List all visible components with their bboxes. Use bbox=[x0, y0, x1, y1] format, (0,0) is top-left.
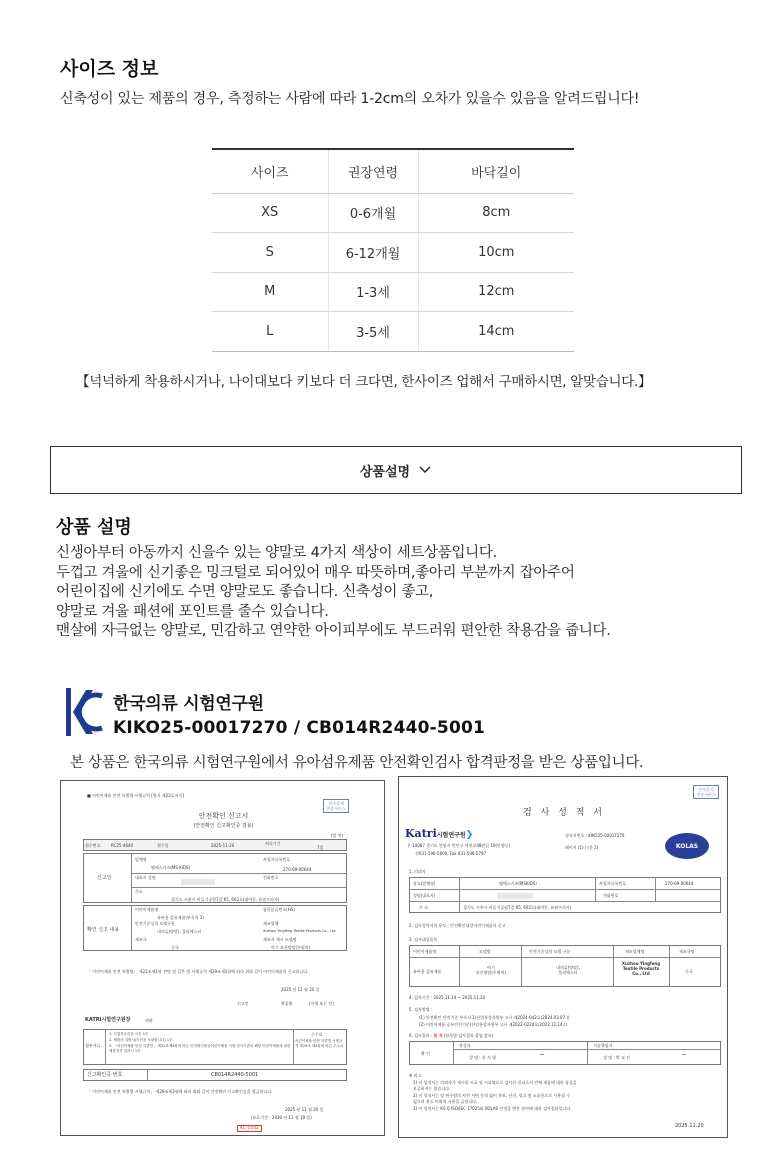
table-row bbox=[212, 272, 574, 312]
receipt-label: 접수번호 bbox=[85, 843, 101, 848]
remark-1: 1) 이 성적서는 의뢰자가 제시한 시료 및 시료명으로 검사한 결과로서 전체 제품에 대한 품질을 bbox=[413, 1080, 577, 1085]
kc-certificate-codes: KIKO25-00017270 / CB014R2440-5001 bbox=[113, 718, 486, 738]
description-line: 두껍고 겨울에 신기좋은 밍크털로 되어있어 매우 따뜻하며,좋아리 부분까지 잡아주어 bbox=[56, 564, 575, 581]
sign-note: (서명 또는 인) bbox=[309, 1001, 334, 1006]
size-table bbox=[212, 148, 574, 352]
confirm-label: 확인 신고 내용 bbox=[87, 927, 120, 933]
size-cell: S bbox=[212, 233, 328, 273]
length-cell: 10cm bbox=[418, 233, 574, 273]
declaration-date: 2025 년 11 월 20 일 bbox=[281, 987, 320, 992]
fit-note: 【넉넉하게 착용하시거나, 나이대보다 키보다 더 크다면, 한사이즈 업해서 구매하시면, 알맞습니다.】 bbox=[76, 374, 652, 390]
phone-label: 전화번호 bbox=[263, 875, 279, 880]
remark-1b: 보증하지는 않습니다. bbox=[413, 1086, 451, 1091]
katri-logo-sub: 시험연구원 bbox=[436, 832, 466, 839]
model-label: 안전기준상의 모델구분 bbox=[135, 921, 175, 926]
item-header: 어린이제품명 bbox=[413, 949, 437, 954]
attach-1: 1. 사업자등록증 사본 1부 bbox=[109, 1032, 149, 1036]
remarks: ※ 비고 bbox=[409, 1073, 422, 1078]
period-label: 처리기간 bbox=[265, 841, 281, 846]
rc-addr: 경기도 시흥시 비둘기공원7길 65, 602호(대야동, 유현프라자) bbox=[463, 905, 572, 910]
header-length: 바닥길이 bbox=[418, 149, 574, 193]
age-cell: 1-3세 bbox=[328, 272, 418, 312]
period: 7일 bbox=[317, 845, 324, 850]
model-name-label: 제조자 제시 모델명 bbox=[263, 937, 297, 942]
kc-mark-icon bbox=[64, 686, 104, 738]
katri-logo bbox=[405, 827, 473, 840]
signer: 박종환 bbox=[281, 1001, 293, 1006]
cert-text: 「 어린이제품 안전 특별법 시행규칙」 제29조제3항에 따라 위와 같이 안전확인 신고확인증을 발급합니다. bbox=[87, 1089, 273, 1094]
rc-addr-label: 주 소 bbox=[419, 905, 428, 910]
item-header: 제조업체명 bbox=[625, 949, 645, 954]
description-line: 신생아부터 아동까지 신을수 있는 양말로 4가지 색상이 세트상품입니다. bbox=[56, 545, 497, 561]
table-row bbox=[212, 193, 574, 233]
manager: 성 명 : 박 교 선 bbox=[603, 1055, 631, 1060]
rc-company-label: 상호(업체명) bbox=[413, 881, 436, 886]
item-header: 모델명 bbox=[479, 949, 491, 954]
report-page: 페이지 (1) / (총 2) bbox=[565, 845, 599, 850]
e-doc-stamp: 전자결재 전송서비스 bbox=[323, 799, 349, 813]
item-value: 중국 bbox=[685, 969, 693, 974]
size-info-note: 신축성이 있는 제품의 경우, 측정하는 사람에 따라 1-2cm의 오차가 있을수 있음을 알려드립니다! bbox=[60, 91, 640, 107]
product-label: 어린이제품명 bbox=[135, 907, 159, 912]
regno-label: 사업자등록번호 bbox=[263, 857, 291, 862]
regno: 270-69-00644 bbox=[283, 867, 312, 872]
report-no-label: 성적서번호 : bbox=[565, 833, 589, 838]
addr: 경기도 시흥시 비둘기공원7길 65, 602호(대야동, 유현프라자) bbox=[171, 897, 280, 902]
country: 중국 bbox=[171, 945, 179, 950]
size-cell: M bbox=[212, 272, 328, 312]
rc-rep-label: 성명(대표자) bbox=[413, 893, 436, 898]
writer-label: 작성자 bbox=[459, 1043, 471, 1048]
test-report-certificate bbox=[398, 776, 728, 1138]
institute-suffix: 귀하 bbox=[145, 1018, 153, 1023]
writer: 성 명 : 홍 지 영 bbox=[469, 1055, 497, 1060]
size-cell: XS bbox=[212, 193, 328, 233]
country-label: 제조국 bbox=[135, 937, 147, 942]
description-title: 상품 설명 bbox=[56, 517, 132, 538]
item-value: 내의류(양말), 폴리에스터 bbox=[556, 965, 580, 975]
description-line: 어린이집에 신기에도 수면 양말로도 좋습니다. 신축성이 좋고, bbox=[56, 584, 434, 600]
result-prefix: 6. 검사결과 : bbox=[409, 1033, 433, 1038]
item-value: 아기 보온양말(투워머) bbox=[475, 965, 507, 975]
receipt-no: RC25-4640 bbox=[111, 843, 134, 848]
length-cell: 8cm bbox=[418, 193, 574, 233]
result-pass: 합 격 bbox=[433, 1033, 443, 1038]
kc-institute-name: 한국의류 시험연구원 bbox=[113, 694, 264, 714]
description-toggle-label: 상품설명 bbox=[359, 464, 411, 480]
length-cell: 12cm bbox=[418, 272, 574, 312]
section-period: 4. 검사기간 : 2025.11.14 ~ 2025.11.20 bbox=[409, 995, 486, 1000]
copy-label: (앞 쪽) bbox=[331, 833, 344, 838]
manager-label: 기술책임자 bbox=[593, 1043, 613, 1048]
size-info-title: 사이즈 정보 bbox=[60, 58, 159, 80]
remark-3: 3) 이 성적서는 KS Q ISO/IEC 17025와 KOLAS 인정을 받은 분야에 대한 검사결과입니다. bbox=[413, 1106, 572, 1111]
form-label: ■ 어린이제품 안전 특별법 시행규칙 [별지 제22호서식] bbox=[87, 793, 184, 798]
rep-label: 대표자 성명 bbox=[135, 875, 156, 880]
kolas-logo: KOLAS bbox=[665, 833, 709, 859]
katri-arrow-icon: ❯ bbox=[465, 830, 474, 840]
model: 내의류(양말), 폴리에스터 bbox=[157, 929, 202, 934]
applicant-label: 신고인 bbox=[97, 875, 112, 881]
issue-date: 2025 년 11 월 20 일 bbox=[285, 1107, 324, 1112]
description-line: 맨살에 자극없는 양말로, 민감하고 연약한 아이피부에도 부드러워 편안한 착용감을 줍니다. bbox=[56, 623, 611, 639]
attach-2: 2. 제품의 설명서(사진을 포함합니다) 1부 bbox=[109, 1038, 173, 1042]
e-doc-stamp-right: 전자문서 전송서비스 bbox=[693, 785, 719, 799]
signer-label: 신고인 bbox=[237, 1001, 249, 1006]
item-header: 안전기준상의 모델 구분 bbox=[529, 949, 571, 954]
method-1: (1) 안전확인 안전기준 부속서 1(산업통상자원부 고시 제2024-042호(2024.03.07.)) bbox=[419, 1015, 570, 1020]
cert-no: CB014R2440-5001 bbox=[211, 1072, 259, 1078]
table-row bbox=[212, 312, 574, 352]
item-header: 제조국명 bbox=[679, 949, 695, 954]
cert-left-title: 안전확인 신고서 bbox=[198, 812, 249, 820]
receipt-date-label: 접수일 bbox=[157, 843, 169, 848]
section-method: 5. 검사방법 : bbox=[409, 1007, 433, 1012]
sign-table bbox=[409, 1041, 721, 1065]
rc-company: 엠에스키즈(MSKIDS) bbox=[499, 881, 537, 886]
company-label: 업체명 bbox=[135, 857, 147, 862]
header-size: 사이즈 bbox=[212, 149, 328, 193]
attach-label: 첨부서류 bbox=[85, 1043, 101, 1048]
katri-address: 우 14087 경기도 안양시 만안구 덕천로48번길 19(안양동) bbox=[407, 843, 511, 848]
description-line: 양말로 겨울 패션에 포인트를 줄수 있습니다. bbox=[56, 603, 329, 620]
model-class-label: 품목분류번호(HS) bbox=[263, 907, 295, 912]
result-suffix: (항목별 검사결과 붙임 참조) bbox=[443, 1033, 494, 1038]
validity: (유효기간 : 2030 년 11 월 19 일) bbox=[251, 1115, 312, 1120]
item-value: Xuzhou Yingfeng Textile Products Co., Ltd bbox=[621, 961, 661, 976]
company: 엠에스키즈(MS KIDS) bbox=[151, 865, 191, 870]
age-cell: 6-12개월 bbox=[328, 233, 418, 273]
item-value: 유아용 섬유제품 bbox=[413, 969, 442, 974]
institute: KATRI시험연구원장 bbox=[85, 1017, 131, 1023]
report-no bbox=[565, 833, 624, 838]
chevron-down-icon bbox=[418, 465, 432, 475]
section-items: 3. 검사대상품목 bbox=[409, 937, 438, 942]
section-client: 1. 의뢰자 bbox=[409, 869, 426, 874]
size-table-header bbox=[212, 149, 574, 193]
cert-no-label: 신고확인증 번호 bbox=[87, 1072, 123, 1078]
remark-2b: 없으며 용도 이외의 사용을 금합니다. bbox=[413, 1099, 478, 1104]
header-age: 권장연령 bbox=[328, 149, 418, 193]
attach-3: 3. 「어린이제품 안전 특별법」 제22조제4항에 따른 안전확인대상어린이제품 시험·검사기관의 해당 어린이제품에 대한 제품검사 결과서 1부 bbox=[109, 1044, 291, 1053]
description-toggle-button[interactable] bbox=[50, 446, 742, 494]
section-result bbox=[409, 1033, 493, 1038]
length-cell: 14cm bbox=[418, 312, 574, 352]
katri-logo-text: Katri bbox=[405, 827, 437, 840]
fee: 어린이제품 안전 특별법 시행규칙 제29조 제4항에 따른 수수료 bbox=[295, 1039, 344, 1048]
rc-regno: 270-69-00644 bbox=[665, 881, 694, 886]
age-cell: 3-5세 bbox=[328, 312, 418, 352]
katri-tel: 전031-596-5600, Fax 031-596-5797 bbox=[415, 851, 487, 856]
red-stamp: KC-5042 bbox=[237, 1125, 262, 1132]
receipt-date: 2025-11-20 bbox=[211, 843, 235, 848]
remark-2: 2) 이 성적서는 당 연구원의 사전 서면 동의 없이 홍보, 선전, 광고 및 소송용으로 사용될 수 bbox=[413, 1093, 571, 1098]
report-no-value: KIKO25-00017270 bbox=[588, 833, 625, 838]
kc-note: 본 상품은 한국의류 시험연구원에서 유아섬유제품 안전확인검사 합격판정을 받은 상품입니다. bbox=[70, 755, 644, 771]
cert-right-title: 검 사 성 적 서 bbox=[523, 808, 605, 818]
addr-label: 주소 bbox=[135, 889, 143, 894]
writer-signature: ~ bbox=[539, 1051, 545, 1059]
maker-label: 제조업체 bbox=[263, 921, 279, 926]
product: 유아용 섬유제품(부속서 1) bbox=[157, 915, 204, 920]
sign-confirm: 확 인 bbox=[421, 1051, 430, 1056]
manager-signature: ~ bbox=[681, 1051, 687, 1059]
size-cell: L bbox=[212, 312, 328, 352]
applicant-block bbox=[83, 853, 347, 903]
age-cell: 0-6개월 bbox=[328, 193, 418, 233]
fee-label: 수수료 bbox=[311, 1032, 323, 1037]
section-usage: 2. 검사성적서의 용도 : 안전확인대상어린이제품의 신고 bbox=[409, 923, 506, 928]
cert-left-subtitle: (안전확인 신고확인증 겸용) bbox=[193, 823, 254, 829]
method-2: (2) 어린이제품 공통안전기준(산업통상자원부 고시 제2022-0220호(2022.12.14.)) bbox=[419, 1022, 567, 1027]
safety-declaration-certificate bbox=[60, 780, 385, 1136]
legal-text: 「 어린이제품 안전 특별법」 제22조제1항 전단 및 같은 법 시행규칙 제29조제1항에 따라 위와 같이 어린이제품의 신고합니다. bbox=[87, 969, 309, 974]
description-body bbox=[56, 544, 611, 642]
model-name: 아기 보온양말(투워머) bbox=[271, 945, 311, 950]
report-date: 2025.11.20 bbox=[675, 1123, 704, 1129]
maker: Xuzhou Yingfeng Textile Products Co., Ltd bbox=[263, 929, 336, 933]
rc-regno-label: 사업자등록번호 bbox=[599, 881, 627, 886]
table-row bbox=[212, 233, 574, 273]
rc-phone-label: 전화번호 bbox=[603, 893, 619, 898]
